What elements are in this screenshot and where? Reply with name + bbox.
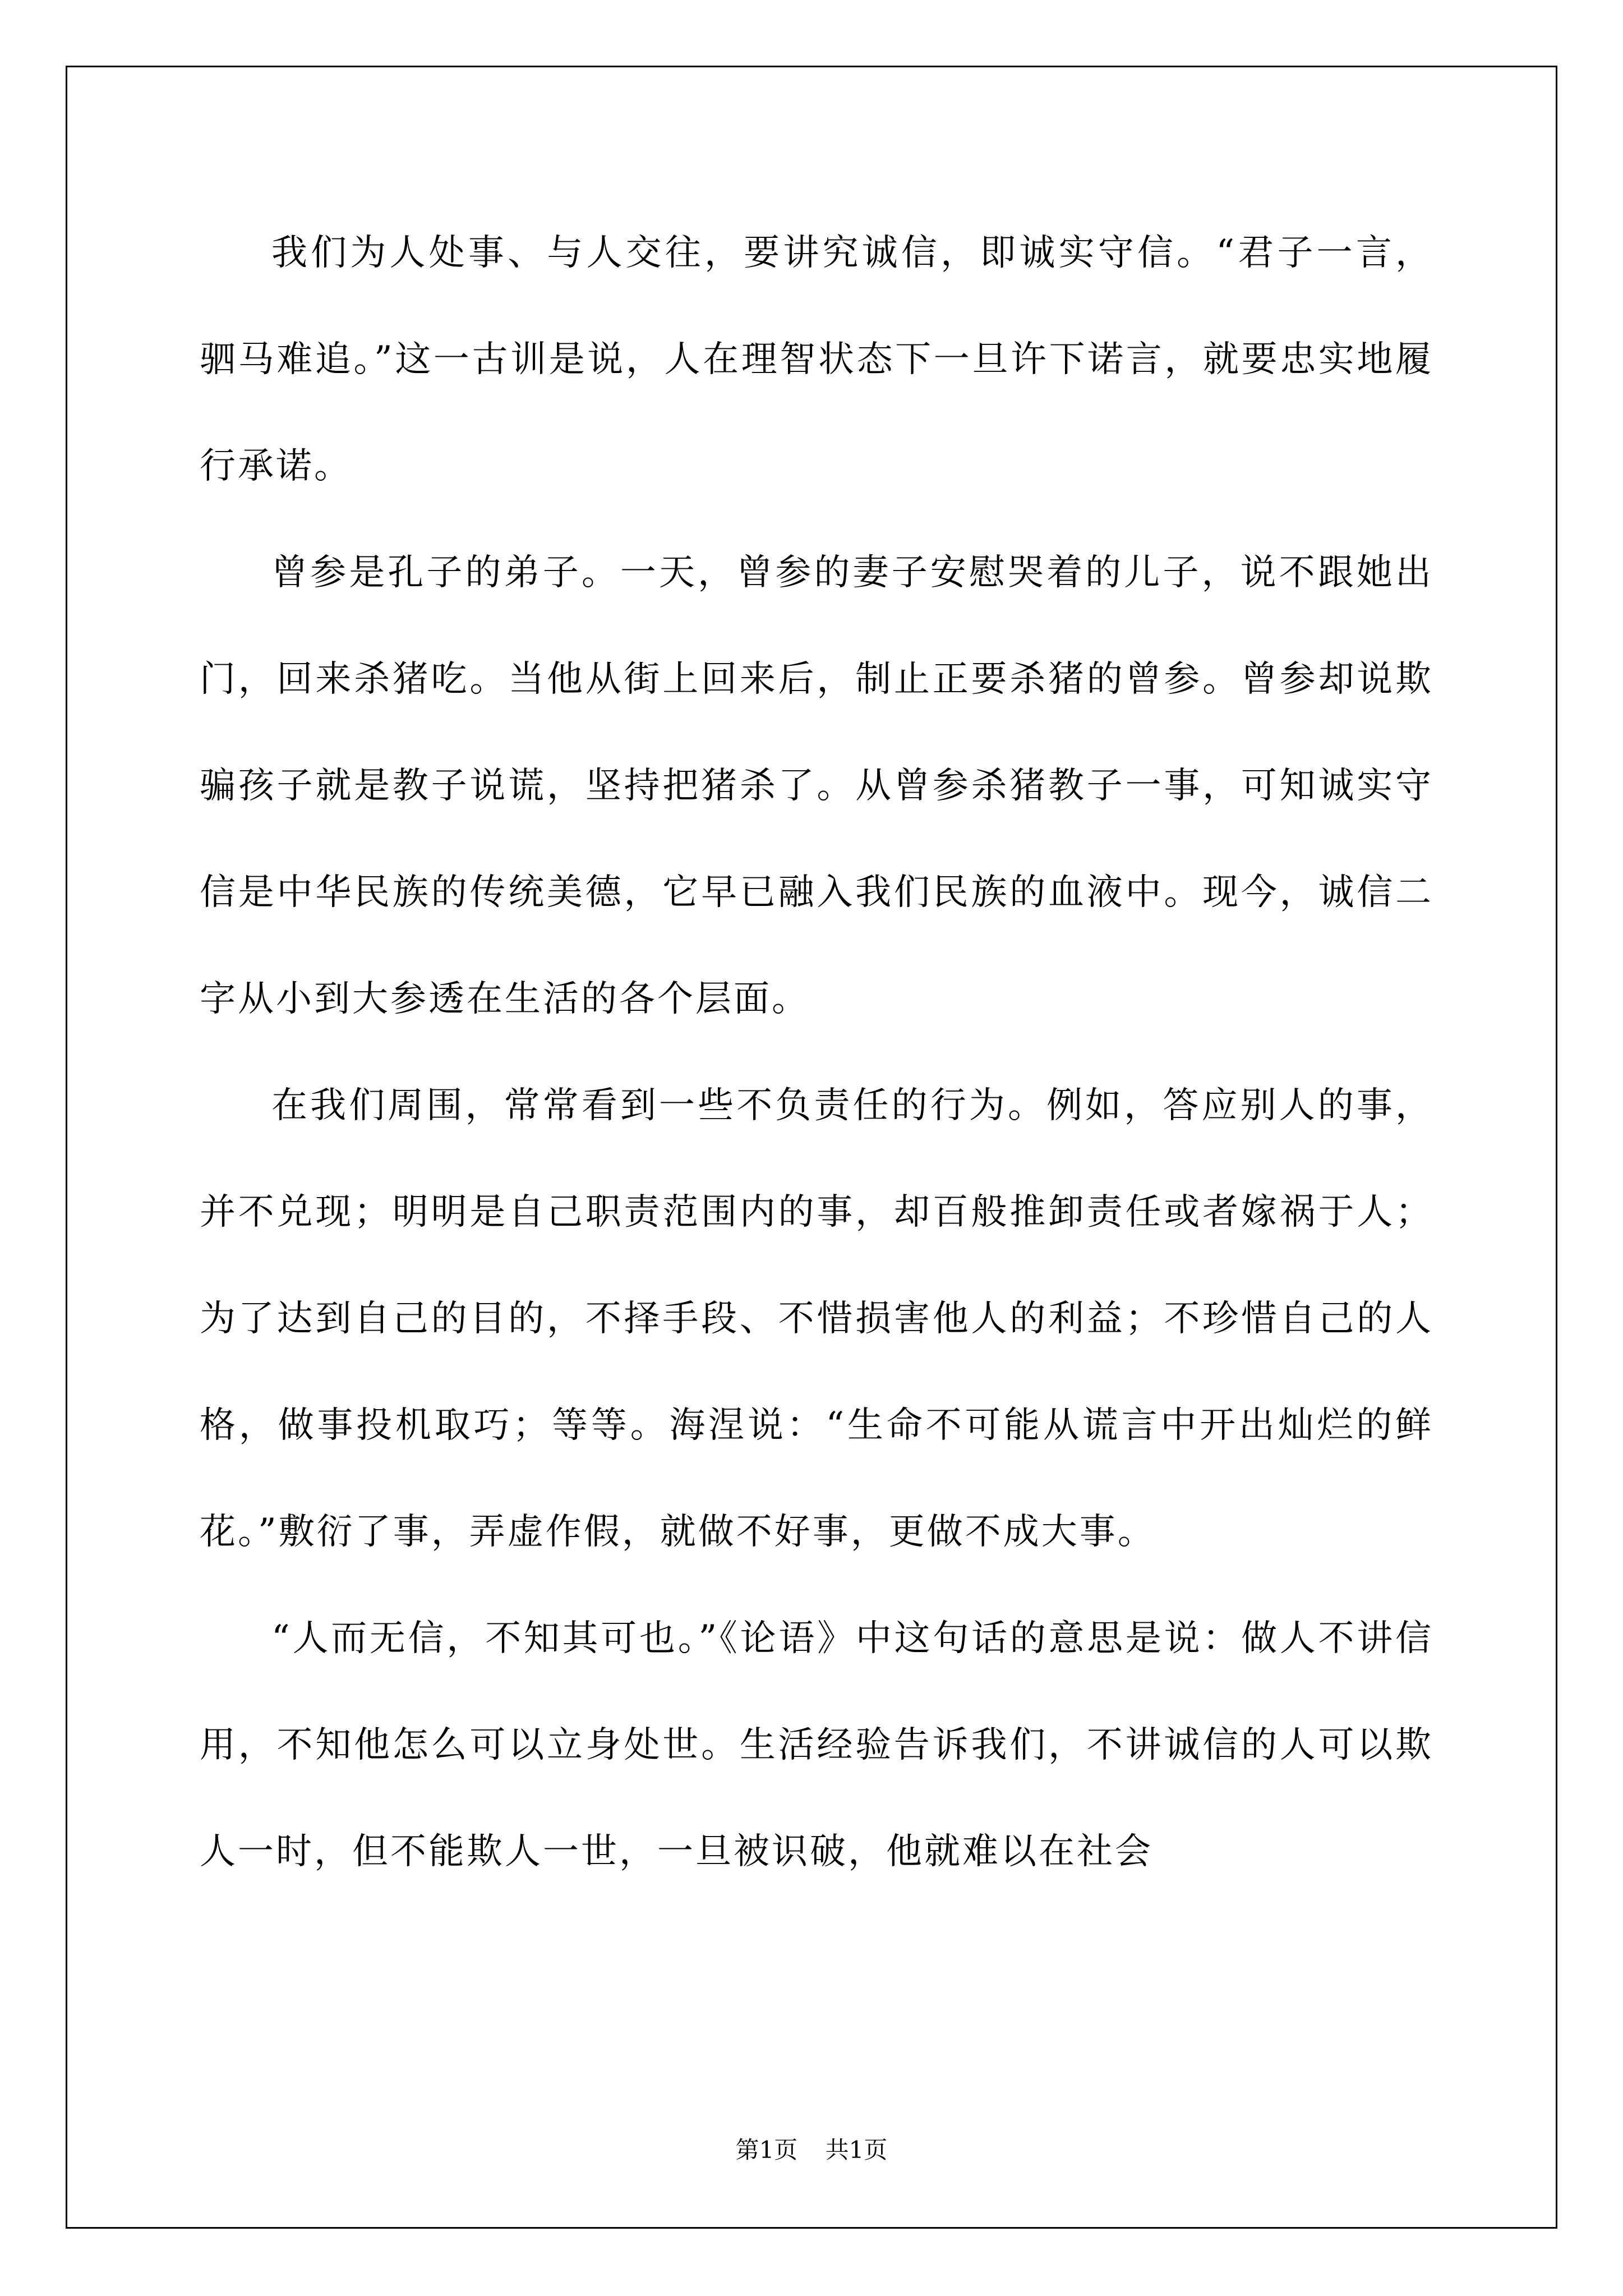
page-footer [0,2132,1623,2165]
document-body [200,200,1433,1905]
page-total: 共1页 [825,2136,888,2164]
paragraph-2: 曾参是孔子的弟子。一天，曾参的妻子安慰哭着的儿子，说不跟她出门，回来杀猪吃。当他从街上回来后，制止正要杀猪的曾参。曾参却说欺骗孩子就是教子说谎，坚持把猪杀了。从曾参杀猪教子一事，可知诚实守信是中华民族的传统美德，它早已融入我们民族的血液中。现今，诚信二字从小到大参透在生活的各个层面。 [200,552,1433,1020]
paragraph-3: 在我们周围，常常看到一些不负责任的行为。例如，答应别人的事，并不兑现；明明是自己职责范围内的事，却百般推卸责任或者嫁祸于人；为了达到自己的目的，不择手段、不惜损害他人的利益；不珍惜自己的人格，做事投机取巧；等等。海涅说：“生命不可能从谎言中开出灿烂的鲜花。”敷衍了事，弄虚作假，就做不好事，更做不成大事。 [200,1085,1433,1553]
page-number: 第1页 [735,2136,798,2164]
paragraph-4: “人而无信，不知其可也。”《论语》中这句话的意思是说：做人不讲信用，不知他怎么可以立身处世。生活经验告诉我们，不讲诚信的人可以欺人一时，但不能欺人一世，一旦被识破，他就难以在社会 [200,1618,1433,1872]
paragraph-1: 我们为人处事、与人交往，要讲究诚信，即诚实守信。“君子一言，驷马难追。”这一古训是说，人在理智状态下一旦许下诺言，就要忠实地履行承诺。 [200,232,1433,487]
